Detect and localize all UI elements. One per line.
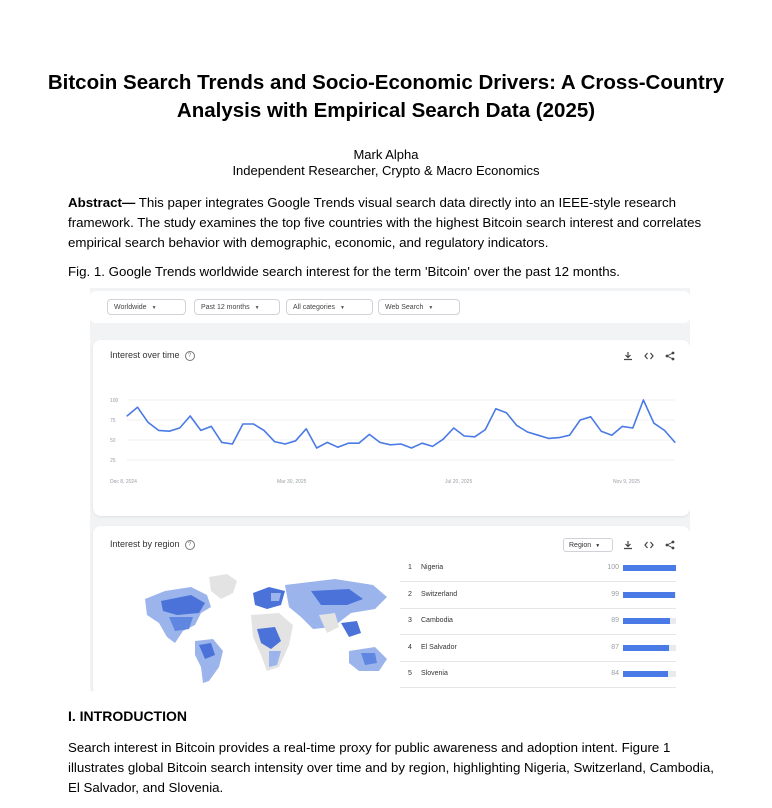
paper-title: Bitcoin Search Trends and Socio-Economic Drivers: A Cross-Country Analysis with Empirical Search Data (2025) — [47, 71, 725, 122]
data-point — [211, 426, 212, 427]
data-point — [601, 431, 602, 432]
region-score: 87 — [611, 643, 619, 651]
data-point — [611, 435, 612, 436]
region-bar-track — [623, 645, 676, 651]
filter-location[interactable] — [107, 299, 186, 315]
region-select[interactable] — [563, 538, 613, 552]
filter-bar — [90, 291, 690, 323]
interest-over-time-title — [110, 350, 195, 361]
data-point — [443, 439, 444, 440]
data-point — [295, 440, 296, 441]
region-rank: 4 — [408, 643, 412, 651]
map-south-america — [195, 639, 223, 683]
data-point — [126, 415, 127, 416]
data-point — [358, 443, 359, 444]
region-bar-track — [623, 671, 676, 677]
intro-paragraph: Search interest in Bitcoin provides a real-time proxy for public awareness and adoption intent. Figure 1 illustrates global Bitcoin search intensity over time and by region, highlighting Nigeria, Switzerland, Cambodia, El Salvador, and Slovenia. — [68, 740, 714, 795]
interest-over-time-chart — [90, 388, 690, 493]
data-point — [253, 423, 254, 424]
data-point — [158, 430, 159, 431]
data-point — [221, 442, 222, 443]
filter-search-type[interactable] — [378, 299, 460, 315]
region-select-label: Region — [569, 542, 592, 549]
caret-down-icon: ▼ — [428, 305, 434, 311]
world-map — [135, 571, 395, 686]
map-greenland — [209, 574, 237, 599]
region-name: Cambodia — [421, 617, 453, 624]
data-point — [137, 407, 138, 408]
y-tick-label: 75 — [110, 418, 116, 424]
figure-caption: Fig. 1. Google Trends worldwide search interest for the term 'Bitcoin' over the past 12 months. — [68, 264, 620, 279]
data-point — [453, 427, 454, 428]
data-point — [590, 416, 591, 417]
download-icon[interactable] — [623, 351, 633, 361]
filter-search-type-label: Web Search — [385, 304, 424, 311]
region-score: 84 — [611, 670, 619, 677]
region-name: Nigeria — [421, 564, 444, 571]
caret-down-icon: ▼ — [254, 305, 260, 311]
interest-by-region-label: Interest by region — [110, 539, 180, 549]
filter-time-label: Past 12 months — [201, 304, 250, 311]
data-point — [622, 426, 623, 427]
region-row[interactable] — [400, 635, 676, 662]
x-tick-label: Jul 20, 2025 — [445, 479, 473, 485]
abstract — [68, 193, 718, 253]
map-africa — [251, 613, 293, 671]
region-name: Switzerland — [421, 590, 458, 598]
abstract-label: Abstract— — [68, 195, 136, 210]
trends-figure — [90, 288, 690, 691]
data-point — [179, 427, 180, 428]
data-point — [580, 419, 581, 420]
region-row[interactable] — [400, 555, 676, 582]
region-rank: 5 — [408, 670, 412, 677]
map-asia — [285, 579, 387, 637]
embed-icon[interactable] — [644, 540, 654, 550]
data-point — [263, 430, 264, 431]
data-point — [369, 434, 370, 435]
data-point — [464, 435, 465, 436]
data-point — [284, 443, 285, 444]
filter-time[interactable] — [194, 299, 280, 315]
data-point — [190, 415, 191, 416]
interest-by-region-title — [110, 539, 195, 550]
data-point — [169, 431, 170, 432]
region-rank: 2 — [408, 590, 412, 598]
abstract-text: This paper integrates Google Trends visual search data directly into an IEEE-style research framework. The study examines the top five countries with the highest Bitcoin search interest and correlates empirical search behavior with demographic, economic, and regulatory indicators. — [68, 195, 702, 250]
data-point — [527, 431, 528, 432]
data-point — [558, 437, 559, 438]
download-icon[interactable] — [623, 540, 633, 550]
filter-category[interactable] — [286, 299, 373, 315]
y-tick-label: 100 — [110, 398, 119, 404]
data-point — [316, 447, 317, 448]
region-score: 100 — [607, 564, 619, 571]
data-point — [432, 446, 433, 447]
data-point — [506, 412, 507, 413]
region-row[interactable] — [400, 582, 676, 609]
region-bar-track — [623, 618, 676, 624]
y-tick-label: 50 — [110, 438, 116, 444]
x-tick-label: Nov 9, 2025 — [613, 479, 640, 485]
region-bar — [623, 645, 669, 651]
region-bar — [623, 671, 668, 677]
filter-category-label: All categories — [293, 304, 336, 311]
data-point — [348, 443, 349, 444]
region-bar — [623, 592, 675, 598]
data-point — [232, 443, 233, 444]
embed-icon[interactable] — [644, 351, 654, 361]
data-point — [537, 435, 538, 436]
data-point — [327, 442, 328, 443]
author-name: Mark Alpha — [353, 147, 419, 162]
data-point — [306, 428, 307, 429]
region-score: 99 — [611, 590, 619, 598]
region-score: 89 — [611, 617, 619, 624]
region-rank: 1 — [408, 564, 412, 571]
caret-down-icon: ▼ — [340, 305, 345, 311]
data-point — [516, 425, 517, 426]
data-point — [421, 443, 422, 444]
series-line — [127, 400, 675, 448]
region-bar-track — [623, 565, 676, 571]
author-affiliation: Independent Researcher, Crypto & Macro Economics — [232, 163, 540, 178]
section-heading: I. INTRODUCTION — [68, 708, 187, 724]
data-point — [400, 443, 401, 444]
map-europe — [253, 587, 285, 609]
region-bar — [623, 565, 676, 571]
data-point — [548, 438, 549, 439]
caret-down-icon: ▼ — [151, 305, 157, 311]
region-rank: 3 — [408, 617, 412, 624]
x-tick-label: Mar 30, 2025 — [277, 479, 307, 485]
share-icon[interactable] — [665, 351, 675, 361]
region-bar-track — [623, 592, 676, 598]
data-point — [242, 423, 243, 424]
region-name: El Salvador — [421, 643, 457, 651]
help-icon[interactable]: ? — [185, 540, 195, 550]
data-point — [274, 441, 275, 442]
filter-location-label: Worldwide — [114, 304, 147, 311]
data-point — [495, 408, 496, 409]
y-tick-label: 25 — [110, 458, 116, 464]
data-point — [411, 447, 412, 448]
data-point — [337, 447, 338, 448]
data-point — [643, 399, 644, 400]
data-point — [653, 423, 654, 424]
data-point — [485, 429, 486, 430]
data-point — [200, 430, 201, 431]
help-icon[interactable]: ? — [185, 351, 195, 361]
data-point — [664, 430, 665, 431]
caret-down-icon: ▼ — [595, 543, 601, 549]
region-row[interactable] — [400, 661, 676, 688]
map-north-america — [145, 587, 211, 643]
data-point — [569, 435, 570, 436]
data-point — [632, 427, 633, 428]
data-point — [379, 442, 380, 443]
map-oceania — [349, 647, 387, 671]
data-point — [474, 436, 475, 437]
region-name: Slovenia — [421, 670, 448, 677]
share-icon[interactable] — [665, 540, 675, 550]
data-point — [390, 444, 391, 445]
interest-over-time-label: Interest over time — [110, 350, 180, 360]
data-point — [674, 442, 675, 443]
region-row[interactable] — [400, 608, 676, 635]
data-point — [147, 422, 148, 423]
x-tick-label: Dec 8, 2024 — [110, 479, 137, 485]
region-bar — [623, 618, 670, 624]
